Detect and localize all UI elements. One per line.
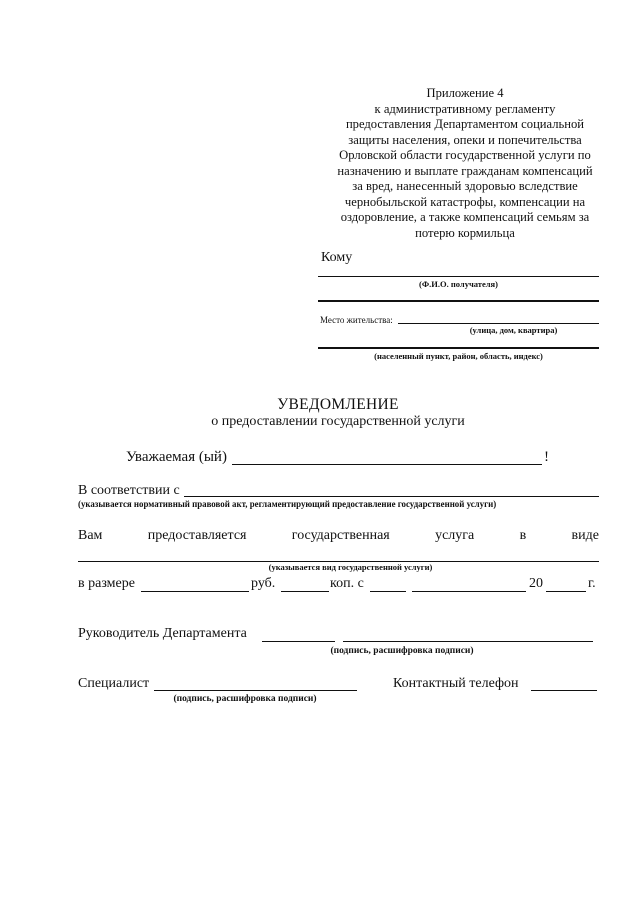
kop-label: коп. с bbox=[330, 576, 364, 591]
appendix-header bbox=[300, 86, 630, 241]
salutation-name-line[interactable] bbox=[232, 464, 542, 465]
appendix-line: Орловской области государственной услуги по bbox=[339, 148, 591, 162]
specialist-caption: (подпись, расшифровка подписи) bbox=[173, 694, 317, 704]
recipient-name-line[interactable] bbox=[318, 276, 599, 277]
street-caption: (улица, дом, квартира) bbox=[469, 325, 558, 335]
notice-subtitle: о предоставлении государственной услуги bbox=[211, 414, 465, 429]
provided-word: государственная bbox=[291, 528, 390, 543]
appendix-line: Приложение 4 bbox=[426, 86, 504, 100]
amount-rub-line[interactable] bbox=[141, 591, 249, 592]
appendix-line: назначению и выплате гражданам компенсаций bbox=[337, 163, 593, 178]
act-caption: (указывается нормативный правовой акт, регламентирующий предоставление государственной услуги) bbox=[78, 499, 497, 509]
service-caption: (указывается вид государственной услуги) bbox=[268, 562, 433, 572]
residence-label: Место жительства: bbox=[320, 315, 393, 325]
year-suffix: г. bbox=[588, 576, 596, 591]
provided-word: предоставляется bbox=[147, 528, 247, 543]
rub-label: руб. bbox=[251, 576, 276, 591]
appendix-line: чернобыльской катастрофы, компенсации на bbox=[344, 194, 586, 209]
amount-kop-line[interactable] bbox=[281, 591, 329, 592]
year-prefix: 20 bbox=[529, 576, 543, 591]
accordance-label: В соответствии с bbox=[78, 483, 180, 498]
appendix-line: за вред, нанесенный здоровью вследствие bbox=[352, 179, 578, 193]
provided-word: Вам bbox=[78, 528, 103, 543]
residence-locality-line[interactable] bbox=[318, 347, 599, 349]
phone-label: Контактный телефон bbox=[393, 676, 519, 691]
provided-row bbox=[78, 528, 599, 544]
phone-line[interactable] bbox=[531, 690, 597, 691]
locality-caption: (населенный пункт, район, область, индекс) bbox=[374, 351, 543, 361]
residence-street-line[interactable] bbox=[398, 323, 599, 324]
head-signature-line[interactable] bbox=[262, 641, 335, 642]
salutation-end: ! bbox=[544, 449, 549, 465]
specialist-signature-line[interactable] bbox=[154, 690, 357, 691]
notice-title: УВЕДОМЛЕНИЕ bbox=[277, 396, 399, 413]
act-line[interactable] bbox=[184, 496, 599, 497]
recipient-name-line-2[interactable] bbox=[318, 300, 599, 302]
to-label: Кому bbox=[321, 250, 353, 265]
specialist-label: Специалист bbox=[78, 676, 150, 691]
provided-word: в bbox=[519, 528, 527, 543]
appendix-line: защиты населения, опеки и попечительства bbox=[348, 132, 582, 147]
appendix-line: к административному регламенту bbox=[374, 101, 556, 116]
head-caption: (подпись, расшифровка подписи) bbox=[330, 646, 474, 656]
appendix-line: оздоровление, а также компенсаций семьям за bbox=[340, 210, 590, 224]
provided-word: виде bbox=[571, 528, 599, 543]
date-day-line[interactable] bbox=[370, 591, 406, 592]
date-month-line[interactable] bbox=[412, 591, 526, 592]
appendix-line: потерю кормильца bbox=[415, 225, 515, 240]
date-year-line[interactable] bbox=[546, 591, 586, 592]
head-label: Руководитель Департамента bbox=[78, 626, 247, 641]
appendix-line: предоставления Департаментом социальной bbox=[345, 117, 585, 131]
amount-label: в размере bbox=[78, 576, 135, 591]
salutation-label: Уважаемая (ый) bbox=[126, 449, 227, 465]
provided-word: услуга bbox=[435, 528, 475, 543]
head-name-line[interactable] bbox=[343, 641, 593, 642]
fio-caption: (Ф.И.О. получателя) bbox=[419, 279, 498, 289]
